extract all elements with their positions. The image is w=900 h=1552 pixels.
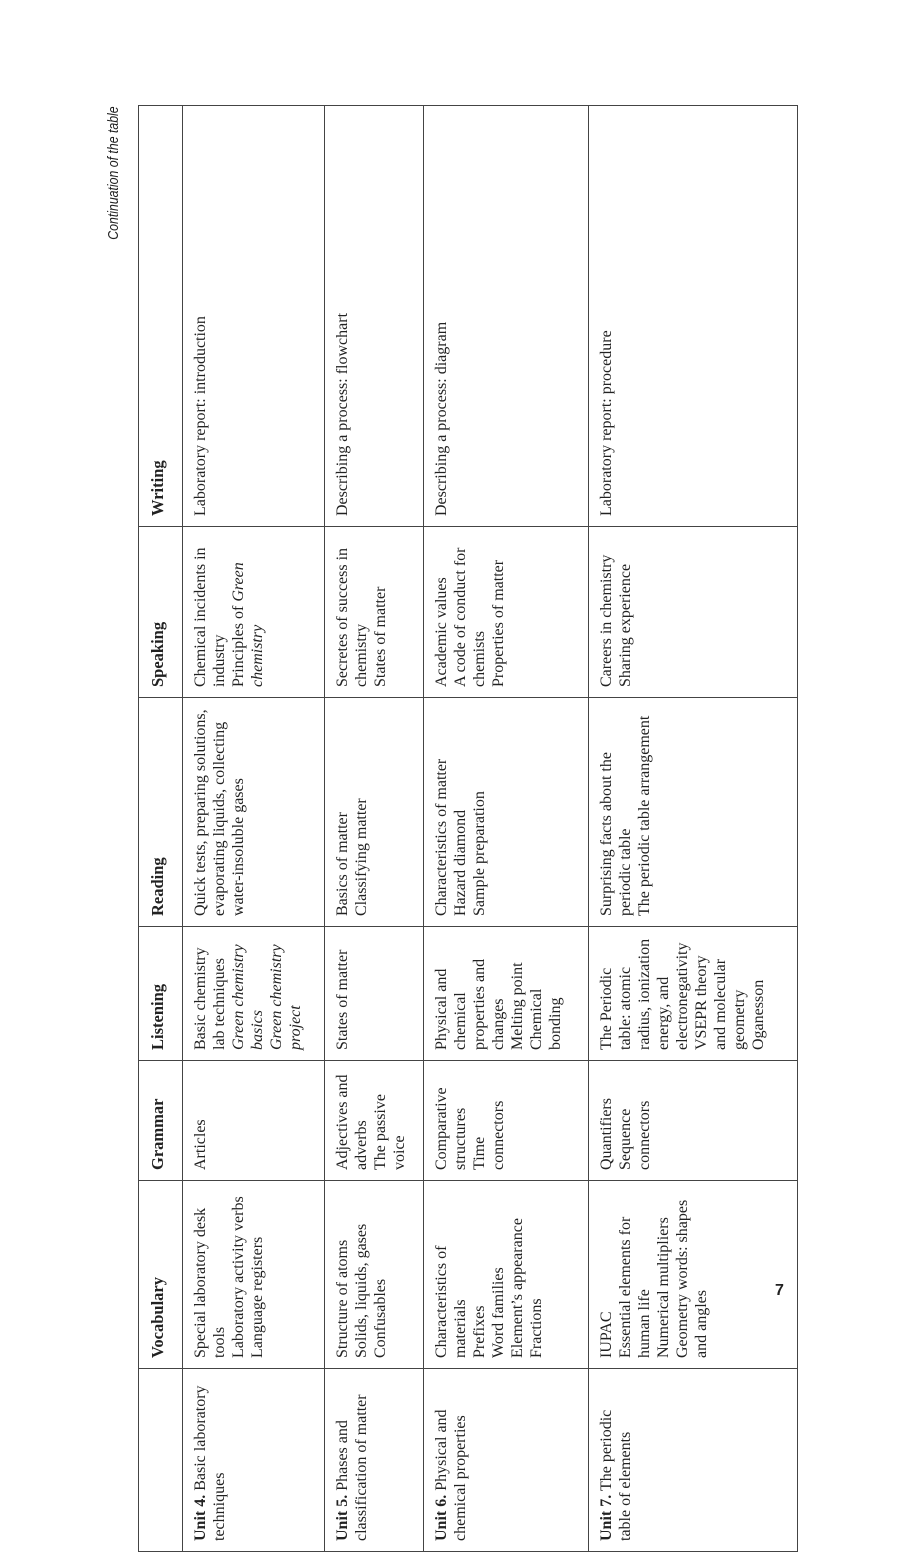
listening-cell: Basic chemistry lab techniques Green chemistry basics Green chemistry project	[183, 927, 325, 1061]
writing-cell: Laboratory report: introduction	[183, 106, 325, 527]
grammar-cell: Adjectives and adverbs The passive voice	[325, 1061, 424, 1181]
grammar-cell: Quantifiers Sequence connectors	[589, 1061, 798, 1181]
curriculum-table	[138, 105, 798, 1552]
speaking-cell: Chemical incidents in industry Principles of Green chemistry	[183, 527, 325, 698]
header-writing: Writing	[139, 106, 183, 527]
writing-cell: Laboratory report: procedure	[589, 106, 798, 527]
header-reading: Reading	[139, 698, 183, 927]
speaking-cell: Academic values A code of conduct for chemists Properties of matter	[424, 527, 589, 698]
vocabulary-cell: Special laboratory desk tools Laboratory activity verbs Language registers	[183, 1181, 325, 1369]
listening-cell: Physical and chemical properties and changes Melting point Chemical bonding	[424, 927, 589, 1061]
table-row	[325, 106, 424, 1552]
speaking-cell: Secretes of success in chemistry States of matter	[325, 527, 424, 698]
writing-cell: Describing a process: diagram	[424, 106, 589, 527]
unit-cell: Unit 7. The periodic table of elements	[589, 1369, 798, 1552]
table-row	[183, 106, 325, 1552]
unit-cell: Unit 6. Physical and chemical properties	[424, 1369, 589, 1552]
header-row	[139, 106, 183, 1552]
listening-cell: States of matter	[325, 927, 424, 1061]
grammar-cell: Articles	[183, 1061, 325, 1181]
reading-cell: Quick tests, preparing solutions, evaporating liquids, collecting water-insoluble gases	[183, 698, 325, 927]
unit-cell: Unit 5. Phases and classification of matter	[325, 1369, 424, 1552]
header-listening: Listening	[139, 927, 183, 1061]
writing-cell: Describing a process: flowchart	[325, 106, 424, 527]
vocabulary-cell: Characteristics of materials Prefixes Word families Element’s appearance Fractions	[424, 1181, 589, 1369]
page-number: 7	[775, 1282, 784, 1299]
reading-cell: Characteristics of matter Hazard diamond Sample preparation	[424, 698, 589, 927]
reading-cell: Basics of matter Classifying matter	[325, 698, 424, 927]
speaking-cell: Careers in chemistry Sharing experience	[589, 527, 798, 698]
rotated-page	[105, 106, 788, 1552]
grammar-cell: Comparative structures Time connectors	[424, 1061, 589, 1181]
listening-cell: The Periodic table: atomic radius, ionization energy, and electronegativity VSEPR theory and molecular geometry Oganesson	[589, 927, 798, 1061]
table-caption: Continuation of the table	[105, 106, 122, 240]
header-unit	[139, 1369, 183, 1552]
header-grammar: Grammar	[139, 1061, 183, 1181]
header-vocabulary: Vocabulary	[139, 1181, 183, 1369]
reading-cell: Surprising facts about the periodic table The periodic table arrangement	[589, 698, 798, 927]
table-row	[589, 106, 798, 1552]
header-speaking: Speaking	[139, 527, 183, 698]
unit-cell: Unit 4. Basic laboratory techniques	[183, 1369, 325, 1552]
vocabulary-cell: IUPAC Essential elements for human life Numerical multipliers Geometry words: shapes and angles	[589, 1181, 798, 1369]
table-row	[424, 106, 589, 1552]
vocabulary-cell: Structure of atoms Solids, liquids, gases Confusables	[325, 1181, 424, 1369]
